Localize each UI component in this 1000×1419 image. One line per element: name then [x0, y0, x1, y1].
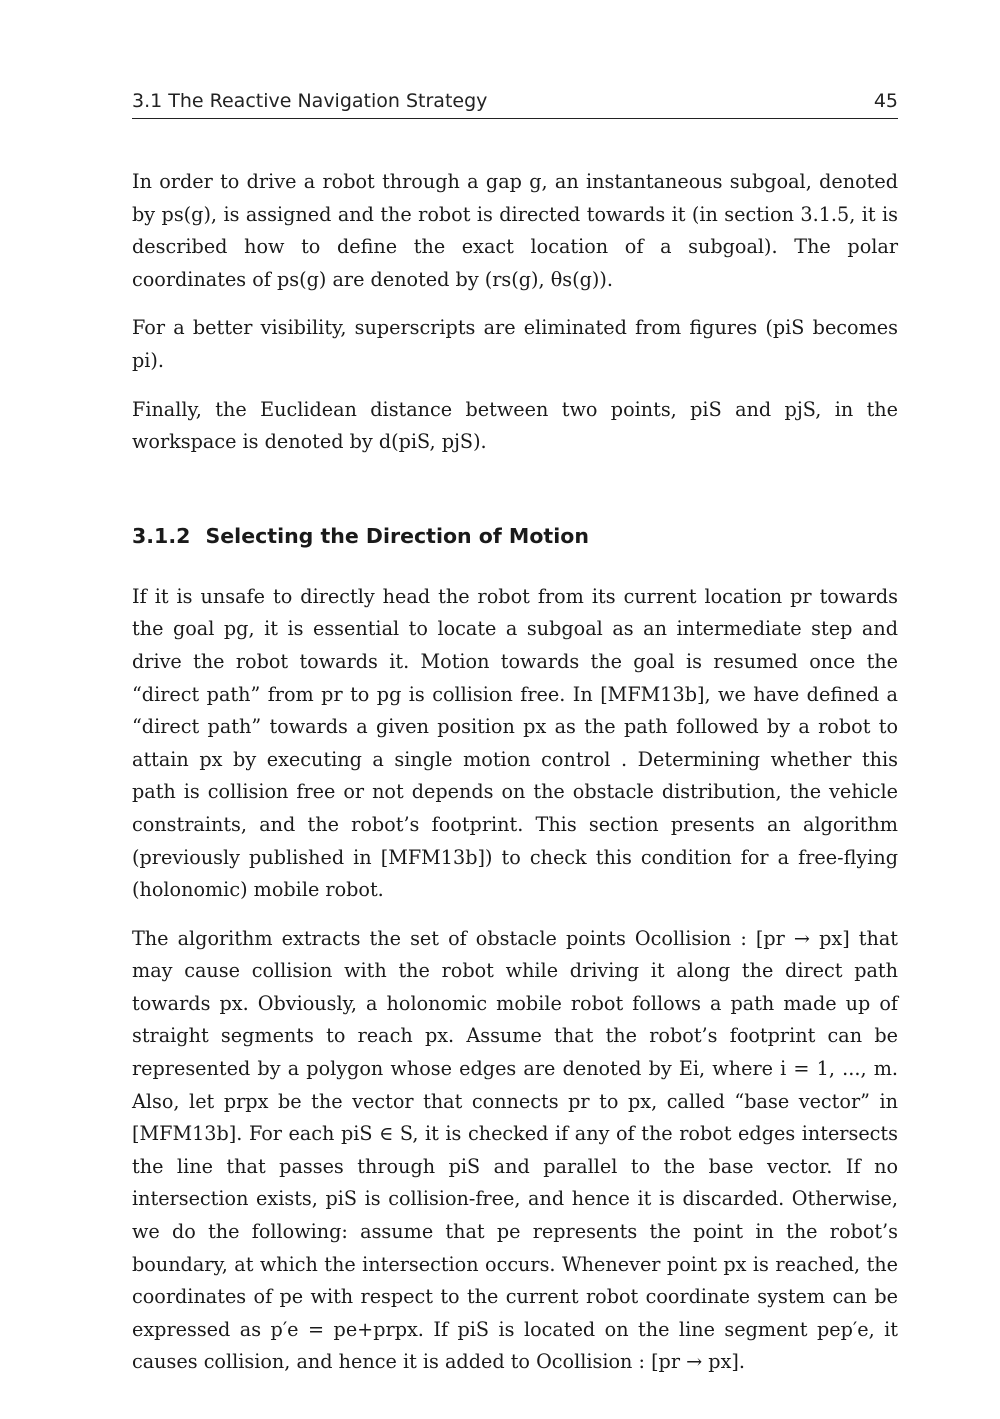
running-header [132, 88, 898, 119]
body-text [132, 166, 898, 1395]
section-number: 3.1.2 [132, 523, 191, 548]
section-title: Selecting the Direction of Motion [205, 523, 589, 548]
paragraph: The algorithm extracts the set of obstacle points Ocollision : [pr → px] that may cause collision with the robot while driving it along the direct path towards px. Obviously, a holonomic mobile robot follows a path made up of straight segments to reach px. Assume that the robot’s footprint can be represented by a polygon whose edges are denoted by Ei, where i = 1, ..., m. Also, let prpx be the vector that connects pr to px, called “base vector” in [MFM13b]. For each piS ∈ S, it is checked if any of the robot edges intersects the line that passes through piS and parallel to the base vector. If no intersection exists, piS is collision-free, and hence it is discarded. Otherwise, we do the following: assume that pe represents the point in the robot’s boundary, at which the intersection occurs. Whenever point px is reached, the coordinates of pe with respect to the current robot coordinate system can be expressed as p′e = pe+prpx. If piS is located on the line segment pep′e, it causes collision, and hence it is added to Ocollision : [pr → px]. [132, 926, 898, 1374]
page-number: 45 [873, 90, 898, 112]
header-title: 3.1 The Reactive Navigation Strategy [132, 90, 488, 112]
paragraph: For a better visibility, superscripts are eliminated from figures (piS becomes pi). [132, 316, 898, 372]
section-heading [132, 521, 898, 551]
paragraph: Finally, the Euclidean distance between two points, piS and pjS, in the workspace is denoted by d(piS, pjS). [132, 397, 898, 454]
paragraph: If it is unsafe to directly head the robot from its current location pr towards the goal pg, it is essential to locate a subgoal as an intermediate step and drive the robot towards it. Motion towards the goal is resumed once the “direct path” from pr to pg is collision free. In [MFM13b], we have defined a “direct path” towards a given position px as the path followed by a robot to attain px by executing a single motion control . Determining whether this path is collision free or not depends on the obstacle distribution, the vehicle constraints, and the robot’s footprint. This section presents an algorithm (previously published in [MFM13b]) to check this condition for a free-flying (holonomic) mobile robot. [132, 584, 898, 902]
paragraph: In order to drive a robot through a gap g, an instantaneous subgoal, denoted by ps(g), is assigned and the robot is directed towards it (in section 3.1.5, it is described how to define the exact location of a subgoal). The polar coordinates of ps(g) are denoted by (rs(g), θs(g)). [132, 170, 898, 291]
